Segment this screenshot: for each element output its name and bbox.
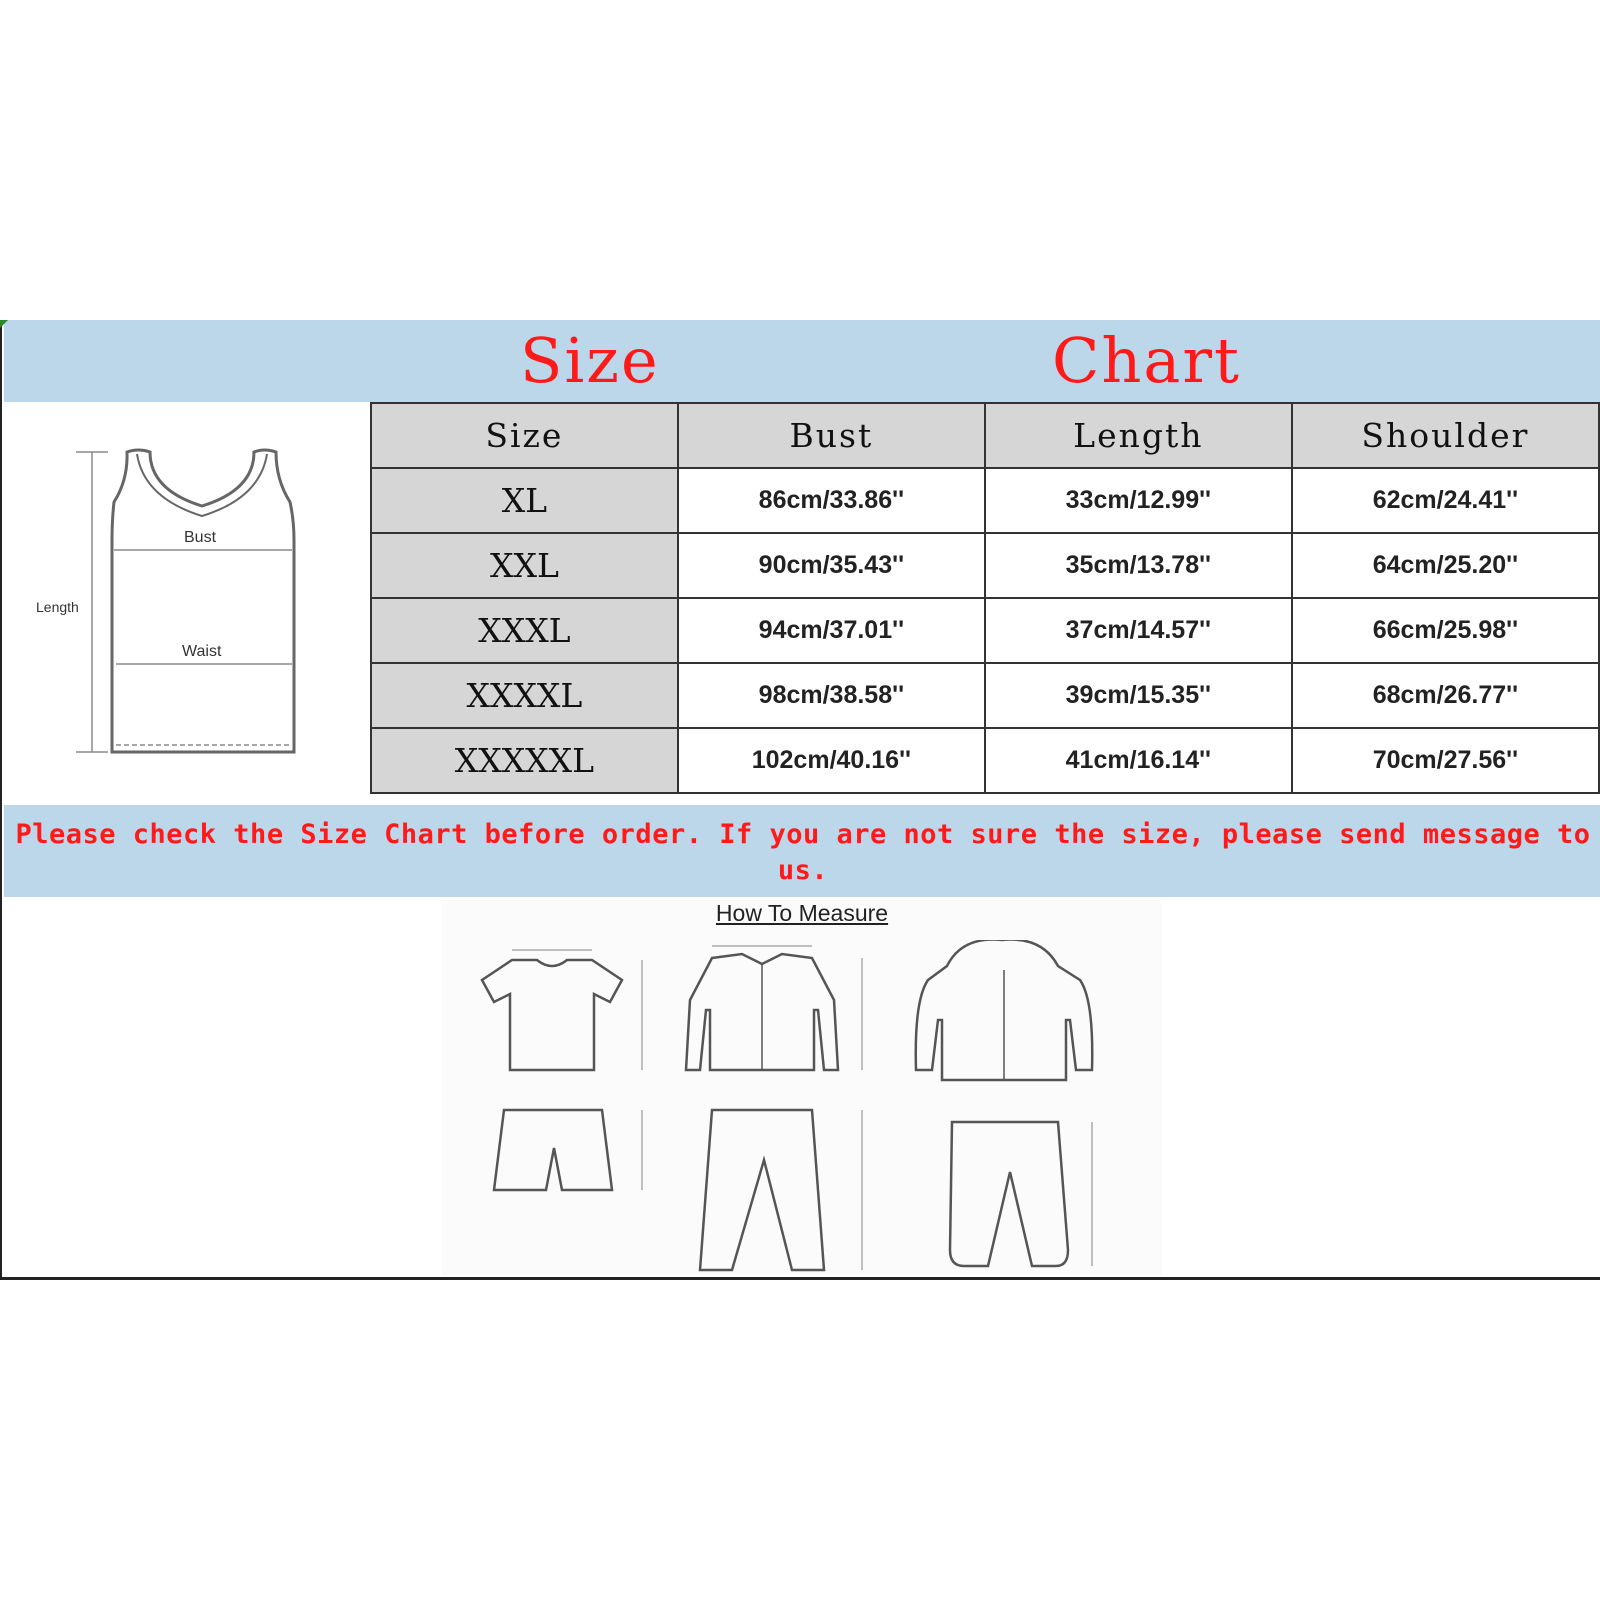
- diagram-waist-label: Waist: [182, 643, 222, 660]
- title-band: [4, 320, 1600, 402]
- diagram-bust-label: Bust: [184, 529, 217, 546]
- bust-cell: 98cm/38.58'': [678, 663, 985, 728]
- title-word-size: Size: [520, 324, 660, 397]
- header-size: Size: [371, 403, 678, 468]
- size-chart-sheet: [0, 320, 1600, 1280]
- shoulder-cell: 66cm/25.98'': [1292, 598, 1599, 663]
- length-cell: 33cm/12.99'': [985, 468, 1292, 533]
- shoulder-cell: 68cm/26.77'': [1292, 663, 1599, 728]
- header-shoulder: Shoulder: [1292, 403, 1599, 468]
- how-to-measure-title: How To Measure: [715, 900, 889, 926]
- size-cell: XXXXXL: [371, 728, 678, 793]
- table-row: [371, 533, 1599, 598]
- size-cell: XL: [371, 468, 678, 533]
- shoulder-cell: 64cm/25.20'': [1292, 533, 1599, 598]
- table-row: [371, 728, 1599, 793]
- size-cell: XXXL: [371, 598, 678, 663]
- diagram-length-label: Length: [36, 599, 79, 615]
- length-cell: 35cm/13.78'': [985, 533, 1292, 598]
- length-cell: 41cm/16.14'': [985, 728, 1292, 793]
- tank-top-diagram-icon: [32, 440, 332, 780]
- garment-measure-diagrams-icon: [442, 940, 1162, 1275]
- table-header-row: [371, 403, 1599, 468]
- title-word-chart: Chart: [1052, 324, 1241, 397]
- corner-mark: [0, 320, 8, 328]
- shoulder-cell: 70cm/27.56'': [1292, 728, 1599, 793]
- size-cell: XXL: [371, 533, 678, 598]
- bust-cell: 94cm/37.01'': [678, 598, 985, 663]
- header-length: Length: [985, 403, 1292, 468]
- how-to-measure-panel: [442, 900, 1162, 1275]
- table-row: [371, 663, 1599, 728]
- table-row: [371, 468, 1599, 533]
- header-bust: Bust: [678, 403, 985, 468]
- bust-cell: 102cm/40.16'': [678, 728, 985, 793]
- size-cell: XXXXL: [371, 663, 678, 728]
- bust-cell: 90cm/35.43'': [678, 533, 985, 598]
- length-cell: 39cm/15.35'': [985, 663, 1292, 728]
- size-notice: Please check the Size Chart before order. If you are not sure the size, please send message to us.: [4, 805, 1600, 897]
- table-row: [371, 598, 1599, 663]
- length-cell: 37cm/14.57'': [985, 598, 1292, 663]
- size-table: [370, 402, 1600, 794]
- shoulder-cell: 62cm/24.41'': [1292, 468, 1599, 533]
- bust-cell: 86cm/33.86'': [678, 468, 985, 533]
